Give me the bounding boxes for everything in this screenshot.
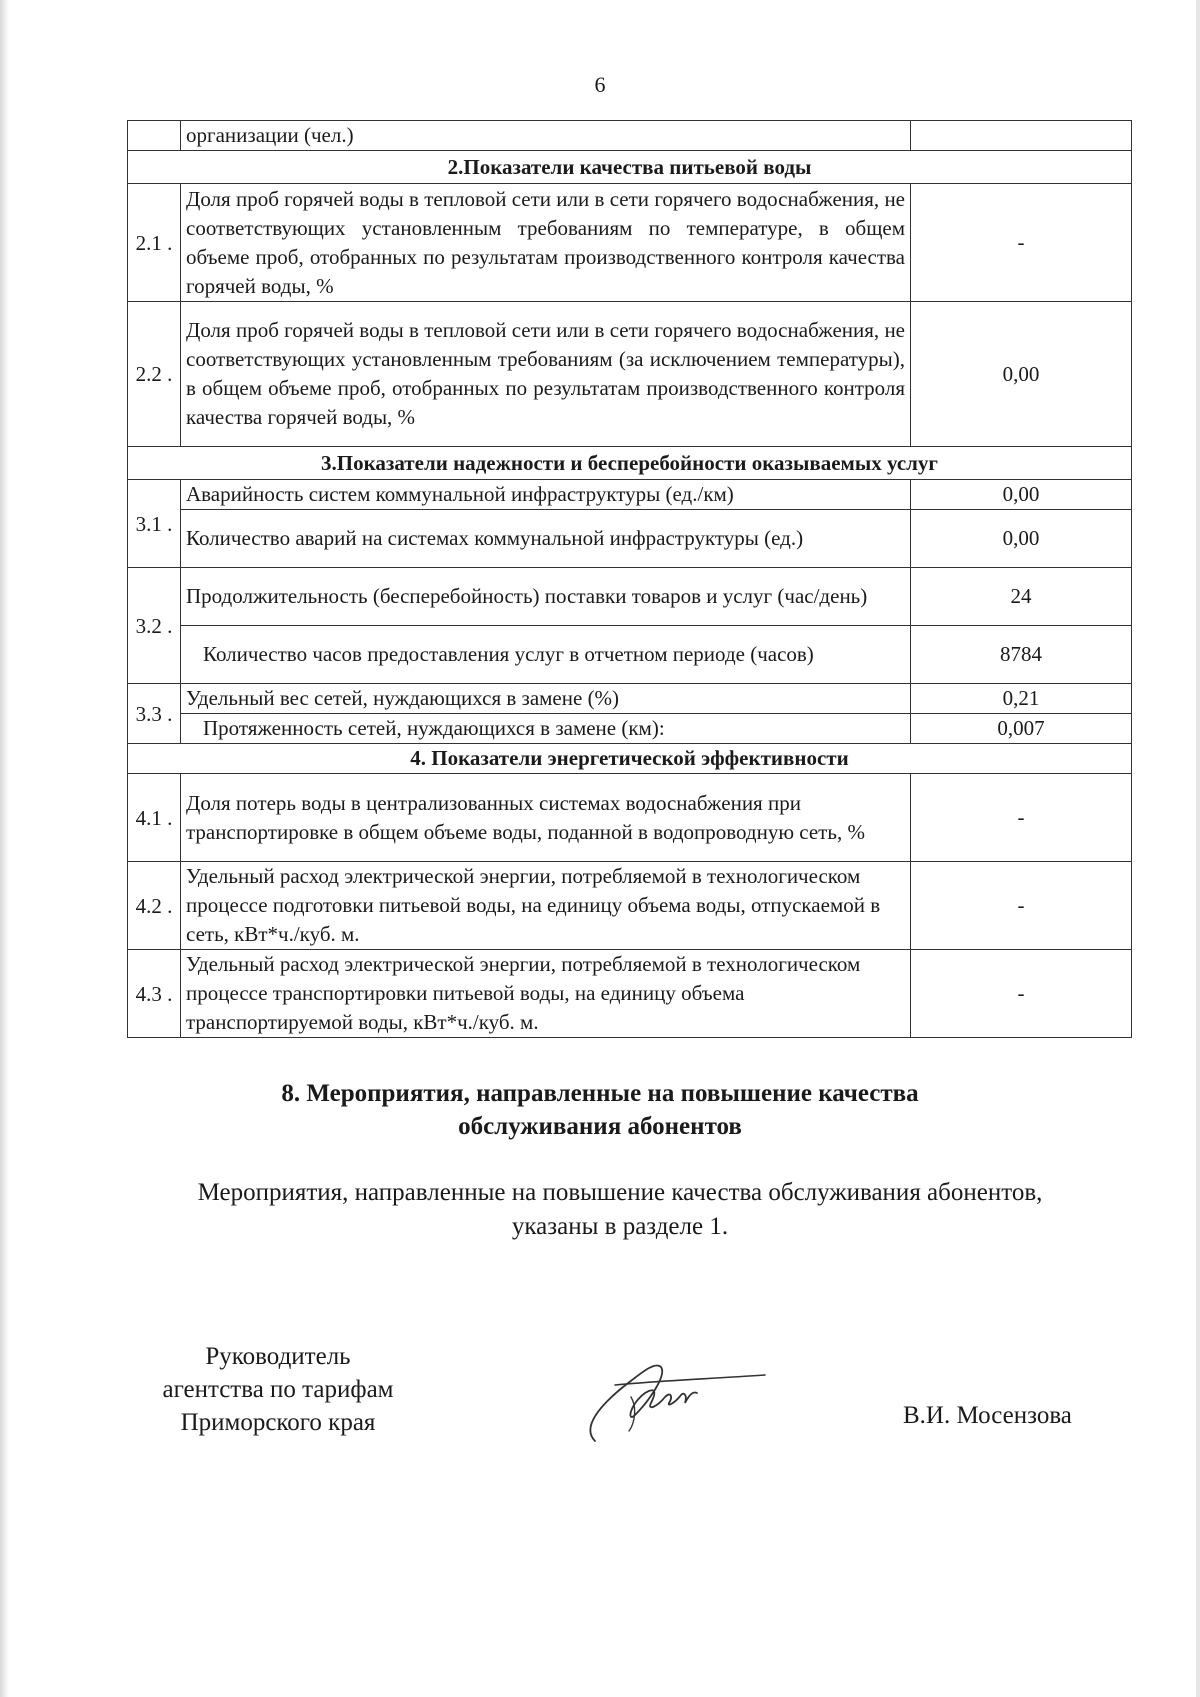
indicator-value: 24 xyxy=(911,568,1132,626)
row-number: 4.1 . xyxy=(128,774,181,862)
row-number: 4.2 . xyxy=(128,862,181,950)
row-number: 2.1 . xyxy=(128,184,181,302)
row-number xyxy=(128,121,181,151)
indicator-value: 0,00 xyxy=(911,510,1132,568)
scan-left-edge xyxy=(0,0,9,1697)
signatory-title xyxy=(133,1340,423,1439)
table-row xyxy=(128,510,1132,568)
indicator-value xyxy=(911,121,1132,151)
indicator-text: Удельный вес сетей, нуждающихся в замене (%) xyxy=(181,684,911,714)
indicator-value: 0,21 xyxy=(911,684,1132,714)
section-8-text xyxy=(130,1176,1110,1244)
signatory-title-line: агентства по тарифам xyxy=(162,1376,394,1403)
section-8-heading-line: обслуживания абонентов xyxy=(458,1113,742,1140)
indicator-text: Продолжительность (бесперебойность) поставки товаров и услуг (час/день) xyxy=(181,568,911,626)
indicator-value: 0,00 xyxy=(911,480,1132,510)
indicator-value: - xyxy=(911,184,1132,302)
table-row xyxy=(128,184,1132,302)
indicator-value: - xyxy=(911,862,1132,950)
section-title-3: 3.Показатели надежности и бесперебойности оказываемых услуг xyxy=(128,447,1132,480)
section-8-text-line: указаны в разделе 1. xyxy=(511,1213,729,1240)
table-row xyxy=(128,862,1132,950)
signatory-title-line: Приморского края xyxy=(180,1409,376,1436)
row-number: 3.1 . xyxy=(128,480,181,568)
indicator-text: Количество аварий на системах коммунальной инфраструктуры (ед.) xyxy=(181,510,911,568)
row-number: 2.2 . xyxy=(128,302,181,447)
section-title-2: 2.Показатели качества питьевой воды xyxy=(128,151,1132,184)
section-row xyxy=(128,447,1132,480)
indicator-text: организации (чел.) xyxy=(181,121,911,151)
table-row xyxy=(128,774,1132,862)
indicator-text: Доля проб горячей воды в тепловой сети или в сети горячего водоснабжения, не соответствующих установленным требованиям (за исключением температуры), в общем объеме проб, отобранных по результатам производственного контроля качества горячей воды, % xyxy=(181,302,911,447)
table-row xyxy=(128,121,1132,151)
indicator-value: - xyxy=(911,950,1132,1038)
table-row xyxy=(128,714,1132,744)
row-number: 3.3 . xyxy=(128,684,181,744)
indicator-value: - xyxy=(911,774,1132,862)
indicator-value: 8784 xyxy=(911,626,1132,684)
row-number: 3.2 . xyxy=(128,568,181,684)
table-row xyxy=(128,568,1132,626)
table-row xyxy=(128,302,1132,447)
indicator-text: Доля потерь воды в централизованных системах водоснабжения при транспортировке в общем объеме воды, поданной в водопроводную сеть, % xyxy=(181,774,911,862)
row-number: 4.3 . xyxy=(128,950,181,1038)
table-row xyxy=(128,626,1132,684)
signatory-title-line: Руководитель xyxy=(205,1343,351,1370)
indicator-value: 0,007 xyxy=(911,714,1132,744)
section-row xyxy=(128,151,1132,184)
indicator-text: Удельный расход электрической энергии, потребляемой в технологическом процессе подготовки питьевой воды, на единицу объема воды, отпускаемой в сеть, кВт*ч./куб. м. xyxy=(181,862,911,950)
indicators-table xyxy=(127,120,1132,1038)
section-8-heading-line: 8. Мероприятия, направленные на повышение качества xyxy=(281,1080,919,1107)
indicator-text: Протяженность сетей, нуждающихся в замене (км): xyxy=(181,714,911,744)
section-8-heading xyxy=(0,1077,1200,1143)
table-row xyxy=(128,480,1132,510)
indicator-text: Доля проб горячей воды в тепловой сети или в сети горячего водоснабжения, не соответствующих установленным требованиям по температуре, в общем объеме проб, отобранных по результатам производственного контроля качества горячей воды, % xyxy=(181,184,911,302)
table-row xyxy=(128,950,1132,1038)
scan-right-edge xyxy=(1196,0,1200,1697)
indicator-text: Удельный расход электрической энергии, потребляемой в технологическом процессе транспортировки питьевой воды, на единицу объема транспортируемой воды, кВт*ч./куб. м. xyxy=(181,950,911,1038)
section-row xyxy=(128,744,1132,774)
indicator-value: 0,00 xyxy=(911,302,1132,447)
handwritten-signature xyxy=(585,1345,775,1450)
section-title-4: 4. Показатели энергетической эффективности xyxy=(128,744,1132,774)
table-row xyxy=(128,684,1132,714)
indicator-text: Аварийность систем коммунальной инфраструктуры (ед./км) xyxy=(181,480,911,510)
indicator-text: Количество часов предоставления услуг в отчетном периоде (часов) xyxy=(181,626,911,684)
page-number: 6 xyxy=(594,72,606,97)
signatory-name: В.И. Мосензова xyxy=(903,1402,1072,1429)
section-8-text-line: Мероприятия, направленные на повышение качества обслуживания абонентов, xyxy=(197,1179,1043,1206)
